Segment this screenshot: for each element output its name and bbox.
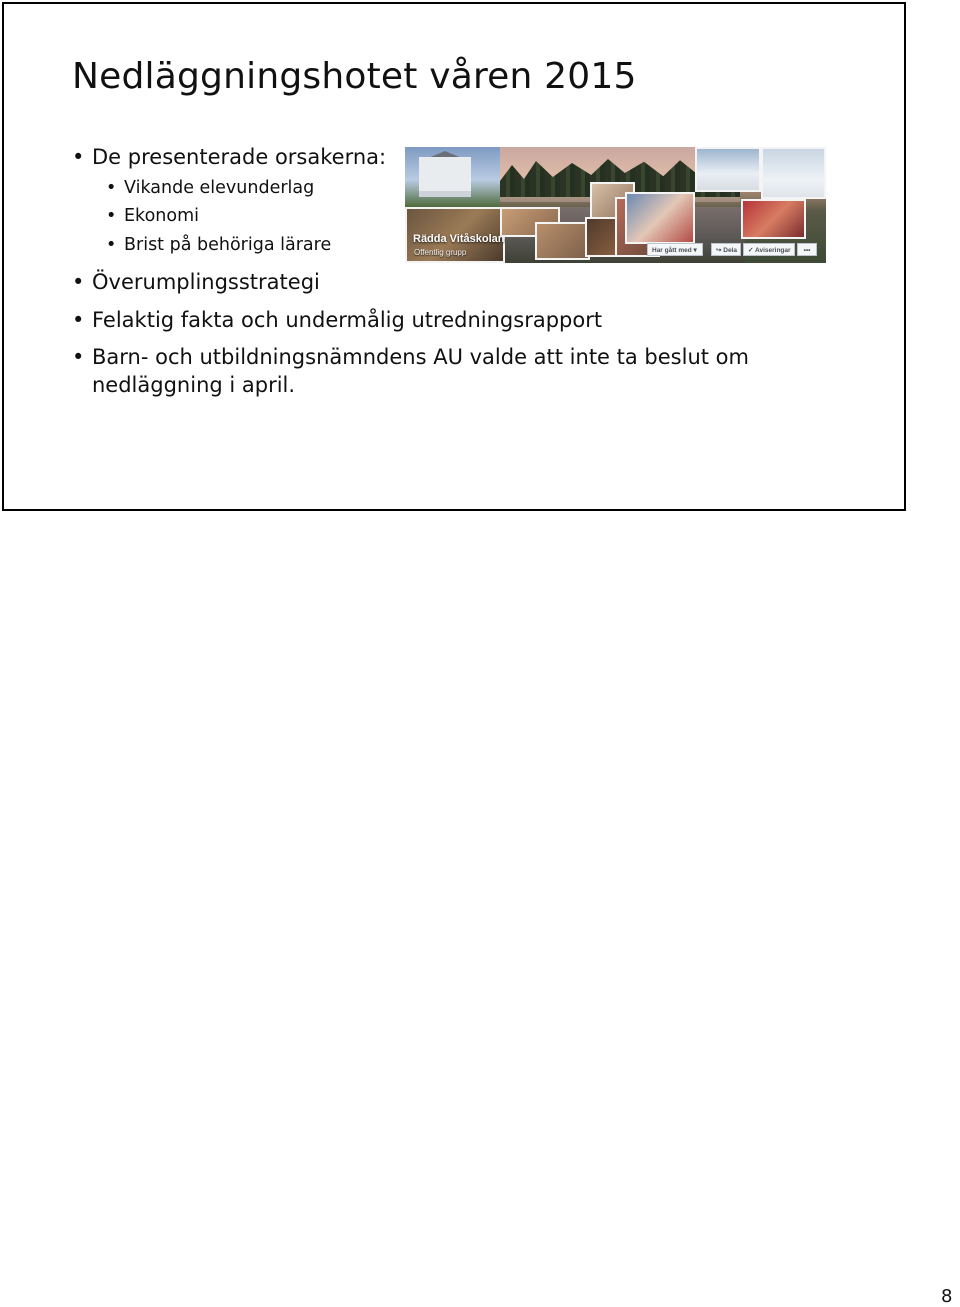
slide bbox=[2, 2, 906, 511]
group-name: Rädda Vitåskolan bbox=[413, 233, 505, 245]
facebook-group-cover-image bbox=[405, 147, 826, 263]
notifications-button: ✓ Aviseringar bbox=[743, 243, 795, 256]
sub-bullet-text: Vikande elevunderlag bbox=[124, 178, 315, 198]
slide-title: Nedläggningshotet våren 2015 bbox=[72, 56, 637, 97]
share-button: ↪ Dela bbox=[711, 243, 741, 256]
sub-bullet-text: Brist på behöriga lärare bbox=[124, 235, 332, 255]
collage-photo bbox=[535, 222, 590, 260]
bullet-continuation: nedläggning i april. bbox=[92, 373, 296, 397]
joined-button: Har gått med ▾ bbox=[647, 243, 703, 256]
group-type: Offentlig grupp bbox=[414, 248, 467, 257]
school-photo bbox=[405, 147, 500, 207]
page-number: 8 bbox=[941, 1286, 953, 1307]
more-button: ••• bbox=[797, 243, 817, 256]
bullet-item bbox=[74, 268, 320, 296]
bullet-item bbox=[74, 343, 749, 371]
collage-photo bbox=[741, 199, 806, 239]
bullet-item bbox=[74, 143, 386, 171]
school-building bbox=[419, 157, 471, 197]
bullet-item bbox=[74, 306, 602, 334]
collage-photo bbox=[625, 192, 695, 244]
bullet-text: Barn- och utbildningsnämndens AU valde att inte ta beslut om bbox=[92, 345, 749, 369]
sub-bullet-item bbox=[106, 233, 331, 257]
bullet-text: Överumplingsstrategi bbox=[92, 270, 320, 294]
sub-bullet-item bbox=[106, 176, 314, 200]
sub-bullet-item bbox=[106, 204, 199, 228]
collage-photo-skating bbox=[695, 147, 761, 192]
sub-bullet-text: Ekonomi bbox=[124, 206, 199, 226]
bullet-text: De presenterade orsakerna: bbox=[92, 145, 387, 169]
bullet-text: Felaktig fakta och undermålig utredningsrapport bbox=[92, 308, 603, 332]
collage-photo-skating bbox=[761, 147, 826, 199]
